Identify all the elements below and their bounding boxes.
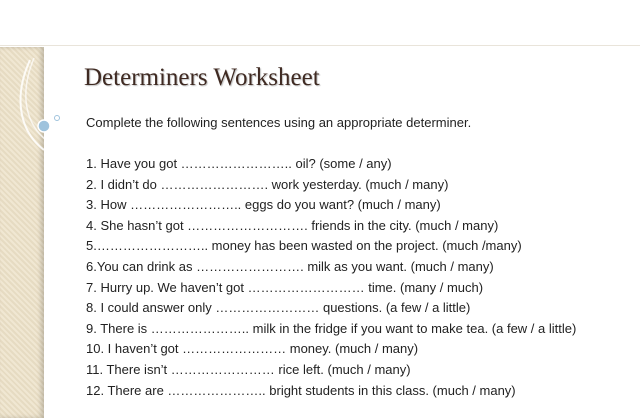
instruction-text: Complete the following sentences using an appropriate determiner. — [86, 115, 472, 130]
question-item: 3. How …………………….. eggs do you want? (much / many) — [86, 197, 441, 213]
question-item: 7. Hurry up. We haven’t got ……………………… time. (many / much) — [86, 279, 484, 295]
question-item: 9. There is ………………….. milk in the fridge if you want to make tea. (a few / a little) — [86, 320, 577, 336]
question-item: 2. I didn’t do ……………………. work yesterday. (much / many) — [86, 176, 449, 192]
question-item: 4. She hasn’t got ………………………. friends in the city. (much / many) — [86, 217, 499, 233]
question-list — [86, 154, 576, 401]
question-item: 11. There isn’t …………………… rice left. (much / many) — [86, 361, 411, 377]
question-item: 8. I could answer only …………………… questions. (a few / a little) — [86, 300, 471, 316]
question-item: 10. I haven’t got …………………… money. (much / many) — [86, 341, 419, 357]
question-item: 12. There are ………………….. bright students in this class. (much / many) — [86, 382, 516, 398]
question-item: 6.You can drink as ……………………. milk as you want. (much / many) — [86, 258, 494, 274]
question-item: 1. Have you got …………………….. oil? (some / any) — [86, 156, 392, 171]
page-title: Determiners Worksheet — [84, 64, 320, 91]
header-divider — [0, 45, 640, 46]
question-item: 5.…………………….. money has been wasted on the project. (much /many) — [86, 238, 522, 254]
swirl-ornament-icon — [0, 0, 80, 160]
